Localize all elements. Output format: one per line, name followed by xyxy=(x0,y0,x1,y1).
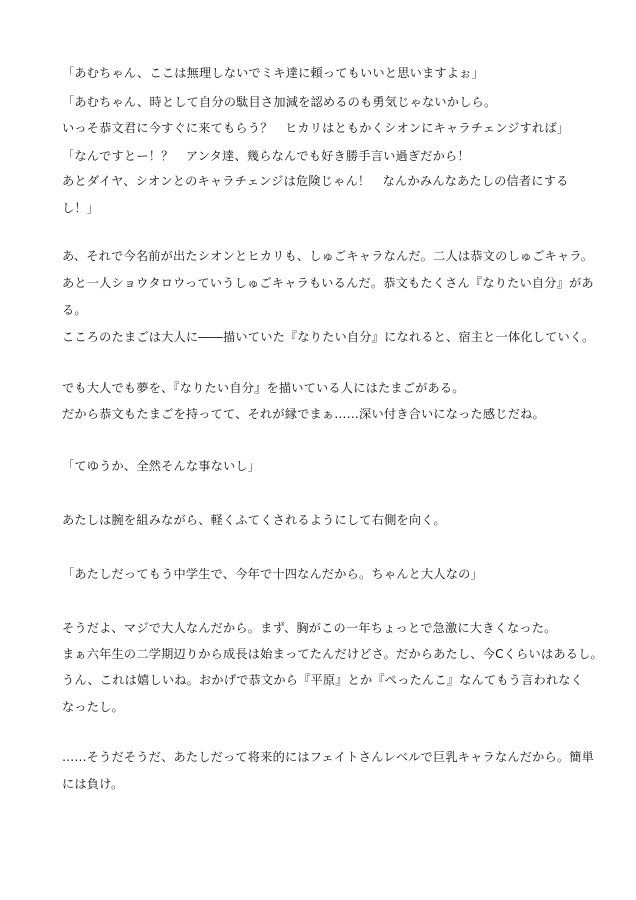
text-line: なったし。 xyxy=(62,700,124,714)
text-line: し！」 xyxy=(62,201,100,215)
text-line: 「あむちゃん、時として自分の駄目さ加減を認めるのも勇気じゃないかしら。 xyxy=(62,95,497,109)
text-line: 「てゆうか、全然そんな事ないし」 xyxy=(62,459,261,473)
text-line: 「あむちゃん、ここは無理しないでミキ達に頼ってもいいと思いますよぉ」 xyxy=(62,66,484,80)
text-line: には負け。 xyxy=(62,777,124,791)
text-line: あたしは腕を組みながら、軽くふてくされるようにして右側を向く。 xyxy=(62,513,446,527)
text-line: だから恭文もたまごを持ってて、それが縁でまぁ……深い付き合いになった感じだね。 xyxy=(62,407,545,421)
text-line: いっそ恭文君に今すぐに来てもらう？ ヒカリはともかくシオンにキャラチェンジすれば」 xyxy=(62,121,570,135)
text-line: そうだよ、マジで大人なんだから。まず、胸がこの一年ちょっとで急激に大きくなった。 xyxy=(62,621,557,635)
text-line: ……そうだそうだ、あたしだって将来的にはフェイトさんレベルで巨乳キャラなんだから。簡単 xyxy=(62,750,595,764)
text-line: まぁ六年生の二学期辺りから成長は始まってたんだけどさ。だからあたし、今Cくらいはあるし。 xyxy=(62,647,603,661)
text-line: 「あたしだってもう中学生で、今年で十四なんだから。ちゃんと大人なの」 xyxy=(62,567,483,581)
text-line: あとダイヤ、シオンとのキャラチェンジは危険じゃん！ なんかみんなあたしの信者にする xyxy=(62,174,569,188)
text-line: 「なんですとー！？ アンタ達、幾らなんでも好き勝手言い過ぎだから！ xyxy=(62,149,470,163)
text-line: こころのたまごは大人に――描いていた『なりたい自分』になれると、宿主と一体化していく。 xyxy=(62,330,595,344)
text-line: あ、それで今名前が出たシオンとヒカリも、しゅごキャラなんだ。二人は恭文のしゅごキャラ。 xyxy=(62,249,594,263)
text-line: でも大人でも夢を、『なりたい自分』を描いている人にはたまごがある。 xyxy=(62,381,465,395)
text-line: る。 xyxy=(62,303,87,317)
text-line: うん、これは嬉しいね。おかげで恭文から『平原』とか『ぺったんこ』なんてもう言われなく xyxy=(62,673,584,687)
text-line: あと一人ショウタロウっていうしゅごキャラもいるんだ。恭文もたくさん『なりたい自分』があ xyxy=(62,276,594,290)
